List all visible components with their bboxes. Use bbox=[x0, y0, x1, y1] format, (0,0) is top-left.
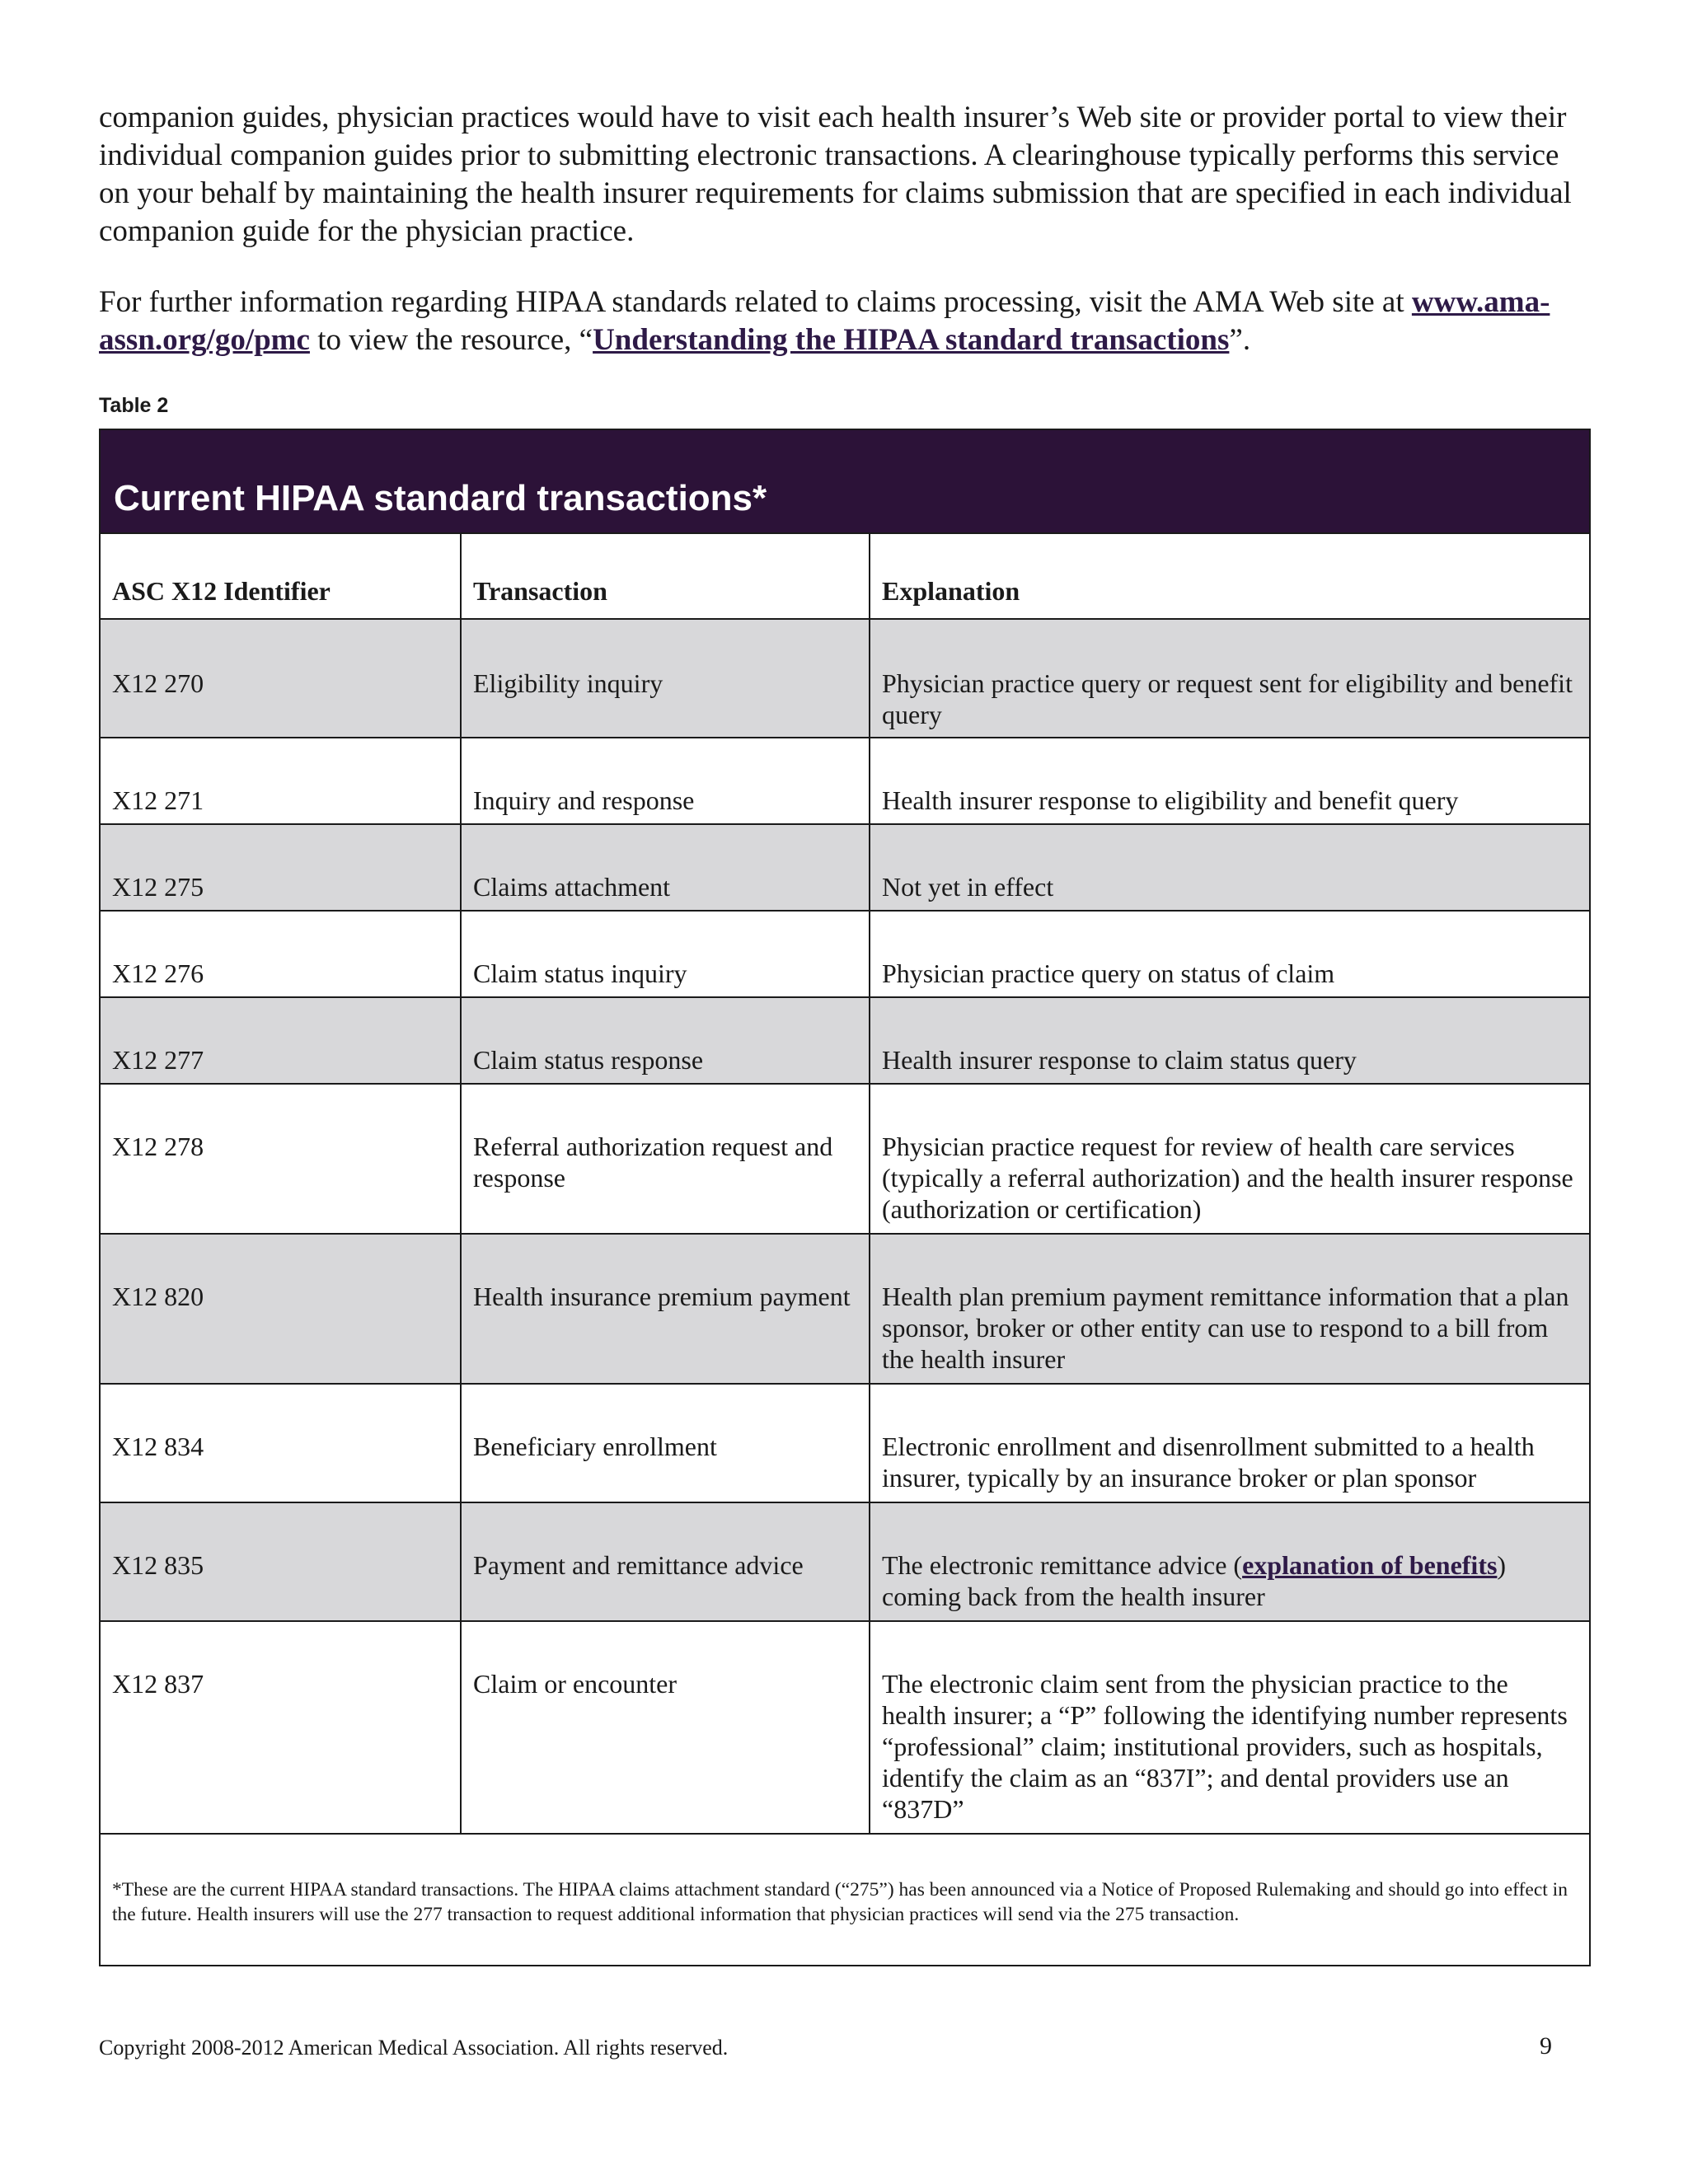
further-info-text-end: ”. bbox=[1229, 323, 1251, 357]
table-row bbox=[101, 1233, 1589, 1383]
transaction-cell: Claim status inquiry bbox=[460, 912, 869, 996]
transaction-cell: Eligibility inquiry bbox=[460, 620, 869, 737]
transaction-cell: Inquiry and response bbox=[460, 738, 869, 823]
transaction-cell: Claim status response bbox=[460, 998, 869, 1083]
identifier-cell: X12 835 bbox=[112, 1550, 204, 1580]
ama-pmc-link[interactable]: www.ama-assn.org/go/pmc bbox=[99, 285, 1550, 357]
further-info-text: For further information regarding HIPAA standards related to claims processing, visit the AMA Web site at bbox=[99, 285, 1412, 319]
identifier-cell: X12 276 bbox=[112, 958, 204, 988]
table-footnote: *These are the current HIPAA standard transactions. The HIPAA claims attachment standard (“275”) has been announced via a Notice of Proposed Rulemaking and should go into effect in the future. Health insurers will use the 277 transaction to request additional information that physician practices will send via the 275 transaction. bbox=[101, 1833, 1589, 1965]
explanation-cell: Physician practice query on status of claim bbox=[869, 912, 1589, 996]
table-row bbox=[101, 1383, 1589, 1502]
explanation-cell: Electronic enrollment and disenrollment submitted to a health insurer, typically by an insurance broker or plan sponsor bbox=[869, 1385, 1589, 1502]
transaction-cell: Claims attachment bbox=[460, 825, 869, 910]
table-row bbox=[101, 1083, 1589, 1233]
copyright-notice: Copyright 2008-2012 American Medical Association. All rights reserved. bbox=[99, 2036, 729, 2060]
identifier-cell: X12 275 bbox=[112, 872, 204, 902]
transaction-cell: Payment and remittance advice bbox=[460, 1503, 869, 1620]
explanation-cell: Physician practice query or request sent for eligibility and benefit query bbox=[869, 620, 1589, 737]
hipaa-transactions-table bbox=[99, 429, 1591, 1966]
explanation-of-benefits-link[interactable]: explanation of benefits bbox=[1242, 1550, 1498, 1580]
explanation-cell: The electronic claim sent from the physician practice to the health insurer; a “P” following the identifying number represents “professional” claim; institutional providers, such as hospitals, identify the claim as an “837I”; and dental providers use an “837D” bbox=[869, 1622, 1589, 1833]
table-row bbox=[101, 1502, 1589, 1620]
identifier-cell: X12 270 bbox=[112, 668, 204, 698]
explanation-text-end: ) coming back from the health insurer bbox=[882, 1550, 1507, 1611]
identifier-cell: X12 820 bbox=[112, 1282, 204, 1311]
table-caption: Table 2 bbox=[99, 394, 169, 417]
transaction-cell: Health insurance premium payment bbox=[460, 1235, 869, 1383]
intro-paragraph: companion guides, physician practices would have to visit each health insurer’s Web site or provider portal to view their individual companion guides prior to submitting electronic transactions. A clearinghouse typically performs this service on your behalf by maintaining the health insurer requirements for claims submission that are specified in each individual companion guide for the physician practice. bbox=[99, 101, 1572, 248]
identifier-cell: X12 271 bbox=[112, 785, 204, 815]
explanation-cell: Health insurer response to eligibility and benefit query bbox=[869, 738, 1589, 823]
transaction-cell: Beneficiary enrollment bbox=[460, 1385, 869, 1502]
further-info-text-middle: to view the resource, “ bbox=[309, 323, 593, 357]
table-row bbox=[101, 737, 1589, 823]
explanation-cell bbox=[869, 1503, 1589, 1620]
explanation-cell: Not yet in effect bbox=[869, 825, 1589, 910]
identifier-cell: X12 277 bbox=[112, 1045, 204, 1075]
explanation-cell: Health plan premium payment remittance information that a plan sponsor, broker or other entity can use to respond to a bill from the health insurer bbox=[869, 1235, 1589, 1383]
explanation-cell: Physician practice request for review of health care services (typically a referral authorization) and the health insurer response (authorization or certification) bbox=[869, 1085, 1589, 1233]
column-header-identifier: ASC X12 Identifier bbox=[112, 576, 331, 606]
transaction-cell: Claim or encounter bbox=[460, 1622, 869, 1833]
table-row bbox=[101, 1620, 1589, 1833]
further-info-paragraph bbox=[99, 284, 1591, 359]
explanation-cell: Health insurer response to claim status query bbox=[869, 998, 1589, 1083]
table-title: Current HIPAA standard transactions* bbox=[114, 478, 767, 518]
explanation-text: The electronic remittance advice ( bbox=[882, 1550, 1243, 1580]
table-row bbox=[101, 823, 1589, 910]
table-row bbox=[101, 618, 1589, 737]
page-number: 9 bbox=[1540, 2032, 1552, 2060]
identifier-cell: X12 278 bbox=[112, 1132, 204, 1161]
table-row bbox=[101, 996, 1589, 1083]
identifier-cell: X12 834 bbox=[112, 1432, 204, 1461]
table-header-row bbox=[101, 532, 1589, 618]
transaction-cell: Referral authorization request and response bbox=[460, 1085, 869, 1233]
table-title-bar bbox=[101, 430, 1589, 532]
hipaa-transactions-resource-link[interactable]: Understanding the HIPAA standard transactions bbox=[593, 323, 1230, 357]
table-row bbox=[101, 910, 1589, 996]
column-header-transaction: Transaction bbox=[460, 534, 869, 618]
column-header-explanation: Explanation bbox=[869, 534, 1589, 618]
identifier-cell: X12 837 bbox=[112, 1669, 204, 1699]
